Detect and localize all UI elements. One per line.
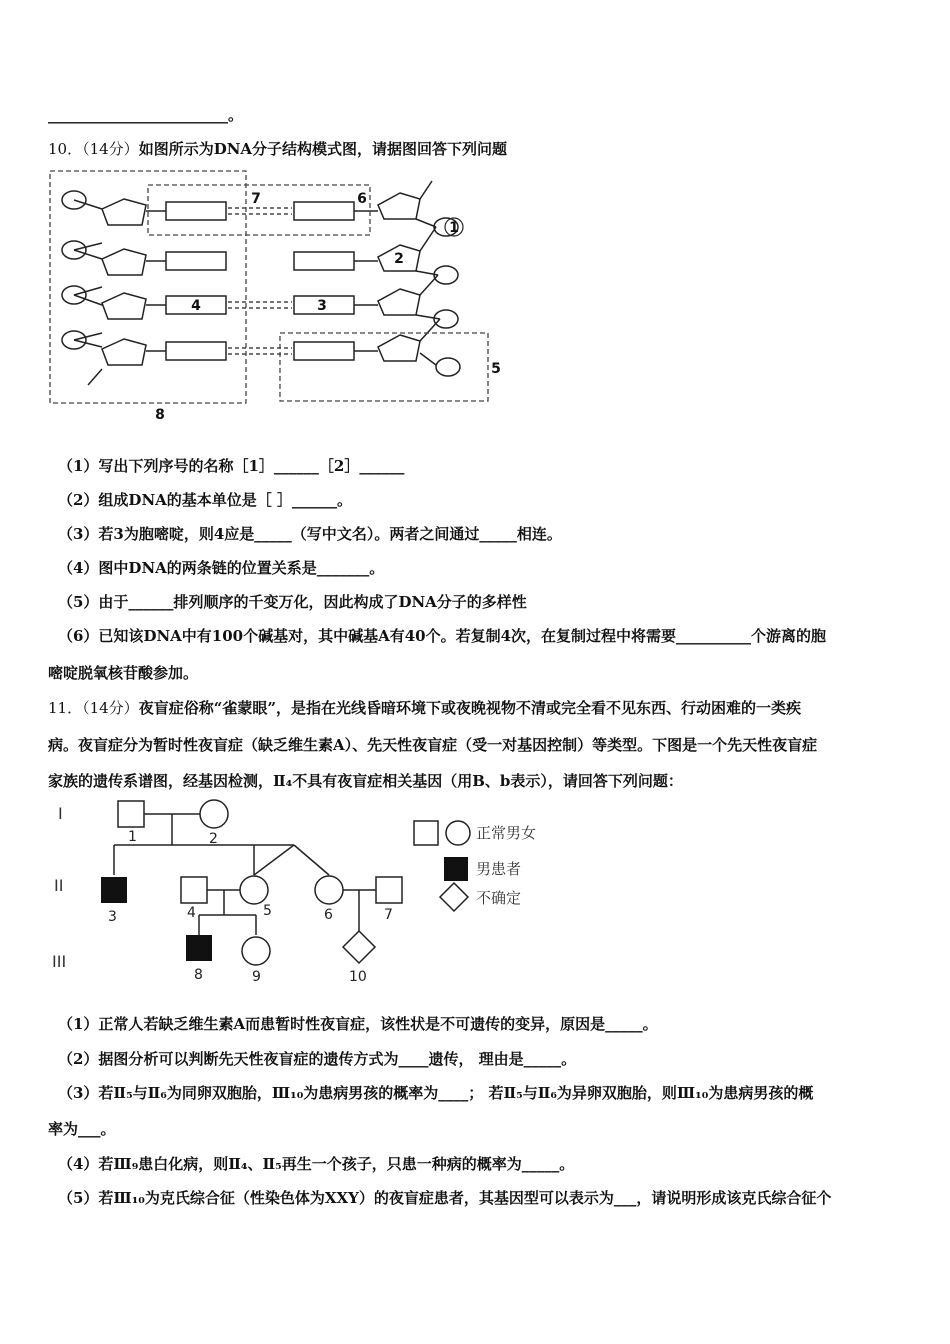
individual-6-female [315, 876, 343, 904]
q10-part-1: （1）写出下列序号的名称［1］______［2］______ [58, 457, 405, 475]
label-1: 1 [449, 220, 459, 236]
label-ind-9: 9 [252, 969, 261, 985]
label-7: 7 [251, 191, 261, 207]
label-8: 8 [155, 407, 165, 423]
pedigree-chart [44, 795, 564, 995]
q11-part-2: （2）据图分析可以判断先天性夜盲症的遗传方式为____遗传， 理由是_____。 [58, 1050, 577, 1068]
label-3: 3 [317, 298, 327, 314]
q11-part-1: （1）正常人若缺乏维生素A而患暂时性夜盲症，该性状是不可遗传的变异，原因是_____。 [58, 1015, 658, 1033]
label-5: 5 [491, 361, 501, 377]
individual-5-female [240, 876, 268, 904]
label-ind-10: 10 [349, 969, 367, 985]
q10-part-5: （5）由于______排列顺序的千变万化，因此构成了DNA分子的多样性 [58, 593, 527, 611]
label-ind-7: 7 [384, 907, 393, 923]
q11-part-4: （4）若Ⅲ₉患白化病，则Ⅱ₄、Ⅱ₅再生一个孩子，只患一种病的概率为_____。 [58, 1155, 575, 1173]
question-stem-line-2: 病。夜盲症分为暂时性夜盲症（缺乏维生素A）、先天性夜盲症（受一对基因控制）等类型。下图是一个先天性夜盲症 [48, 736, 818, 754]
generation-II: II [54, 876, 64, 895]
question-stem: 如图所示为DNA分子结构模式图，请据图回答下列问题 [138, 140, 508, 158]
label-ind-8: 8 [194, 967, 203, 983]
question-score: （14分） [82, 140, 139, 158]
generation-I: I [58, 804, 63, 823]
question-number: 11． [48, 699, 83, 717]
label-4: 4 [191, 298, 201, 314]
answer-blank-line: ________________________。 [48, 106, 244, 124]
individual-1-male [118, 801, 144, 827]
label-ind-3: 3 [108, 909, 117, 925]
label-ind-4: 4 [187, 905, 196, 921]
individual-10-uncertain [343, 931, 375, 963]
q10-part-4: （4）图中DNA的两条链的位置关系是_______。 [58, 559, 385, 577]
q10-part-6-cont: 嘧啶脱氧核苷酸参加。 [48, 664, 199, 682]
q11-part-5: （5）若Ⅲ₁₀为克氏综合征（性染色体为XXY）的夜盲症患者，其基因型可以表示为___，请说明形成该克氏综合征个 [58, 1189, 832, 1207]
label-6: 6 [357, 191, 367, 207]
individual-7-male [376, 877, 402, 903]
question-score: （14分） [82, 699, 139, 717]
q10-part-2: （2）组成DNA的基本单位是［ ］______。 [58, 491, 353, 509]
q11-part-3: （3）若Ⅱ₅与Ⅱ₆为同卵双胞胎，Ⅲ₁₀为患病男孩的概率为____； 若Ⅱ₅与Ⅱ₆为异卵双胞胎，则Ⅲ₁₀为患病男孩的概 [58, 1084, 814, 1102]
label-ind-5: 5 [263, 903, 272, 919]
legend-uncertain: 不确定 [476, 889, 522, 907]
legend-normal-male-icon [414, 821, 438, 845]
dna-structure-figure [44, 165, 514, 430]
legend-normal: 正常男女 [476, 824, 537, 842]
legend-affected-male-icon [444, 857, 468, 881]
individual-9-female [242, 937, 270, 965]
legend-affected: 男患者 [476, 860, 522, 878]
individual-4-male [181, 877, 207, 903]
q10-part-3: （3）若3为胞嘧啶，则4应是_____（写中文名）。两者之间通过_____相连。 [58, 525, 562, 543]
individual-8-affected-male [186, 935, 212, 961]
q11-part-3-cont: 率为___。 [48, 1120, 116, 1138]
question-stem-line-1: 夜盲症俗称“雀蒙眼”，是指在光线昏暗环境下或夜晚视物不清或完全看不见东西、行动困难的一类疾 [138, 699, 801, 717]
dna-diagram [44, 165, 514, 430]
label-ind-6: 6 [324, 907, 333, 923]
pedigree-figure [44, 795, 564, 995]
legend-uncertain-icon [440, 883, 468, 911]
q10-part-6: （6）已知该DNA中有100个碱基对，其中碱基A有40个。若复制4次，在复制过程中将需要__________个游离的胞 [58, 627, 827, 645]
generation-III: III [52, 952, 67, 971]
individual-2-female [200, 800, 228, 828]
label-2: 2 [394, 251, 404, 267]
label-ind-2: 2 [209, 831, 218, 847]
question-stem-line-3: 家族的遗传系谱图，经基因检测，Ⅱ₄不具有夜盲症相关基因（用B、b表示），请回答下列问题： [48, 772, 683, 790]
individual-3-affected-male [101, 877, 127, 903]
label-ind-1: 1 [128, 829, 137, 845]
question-10-header [48, 138, 507, 159]
question-11-header [48, 697, 801, 718]
question-number: 10． [48, 140, 83, 158]
legend-normal-female-icon [446, 821, 470, 845]
